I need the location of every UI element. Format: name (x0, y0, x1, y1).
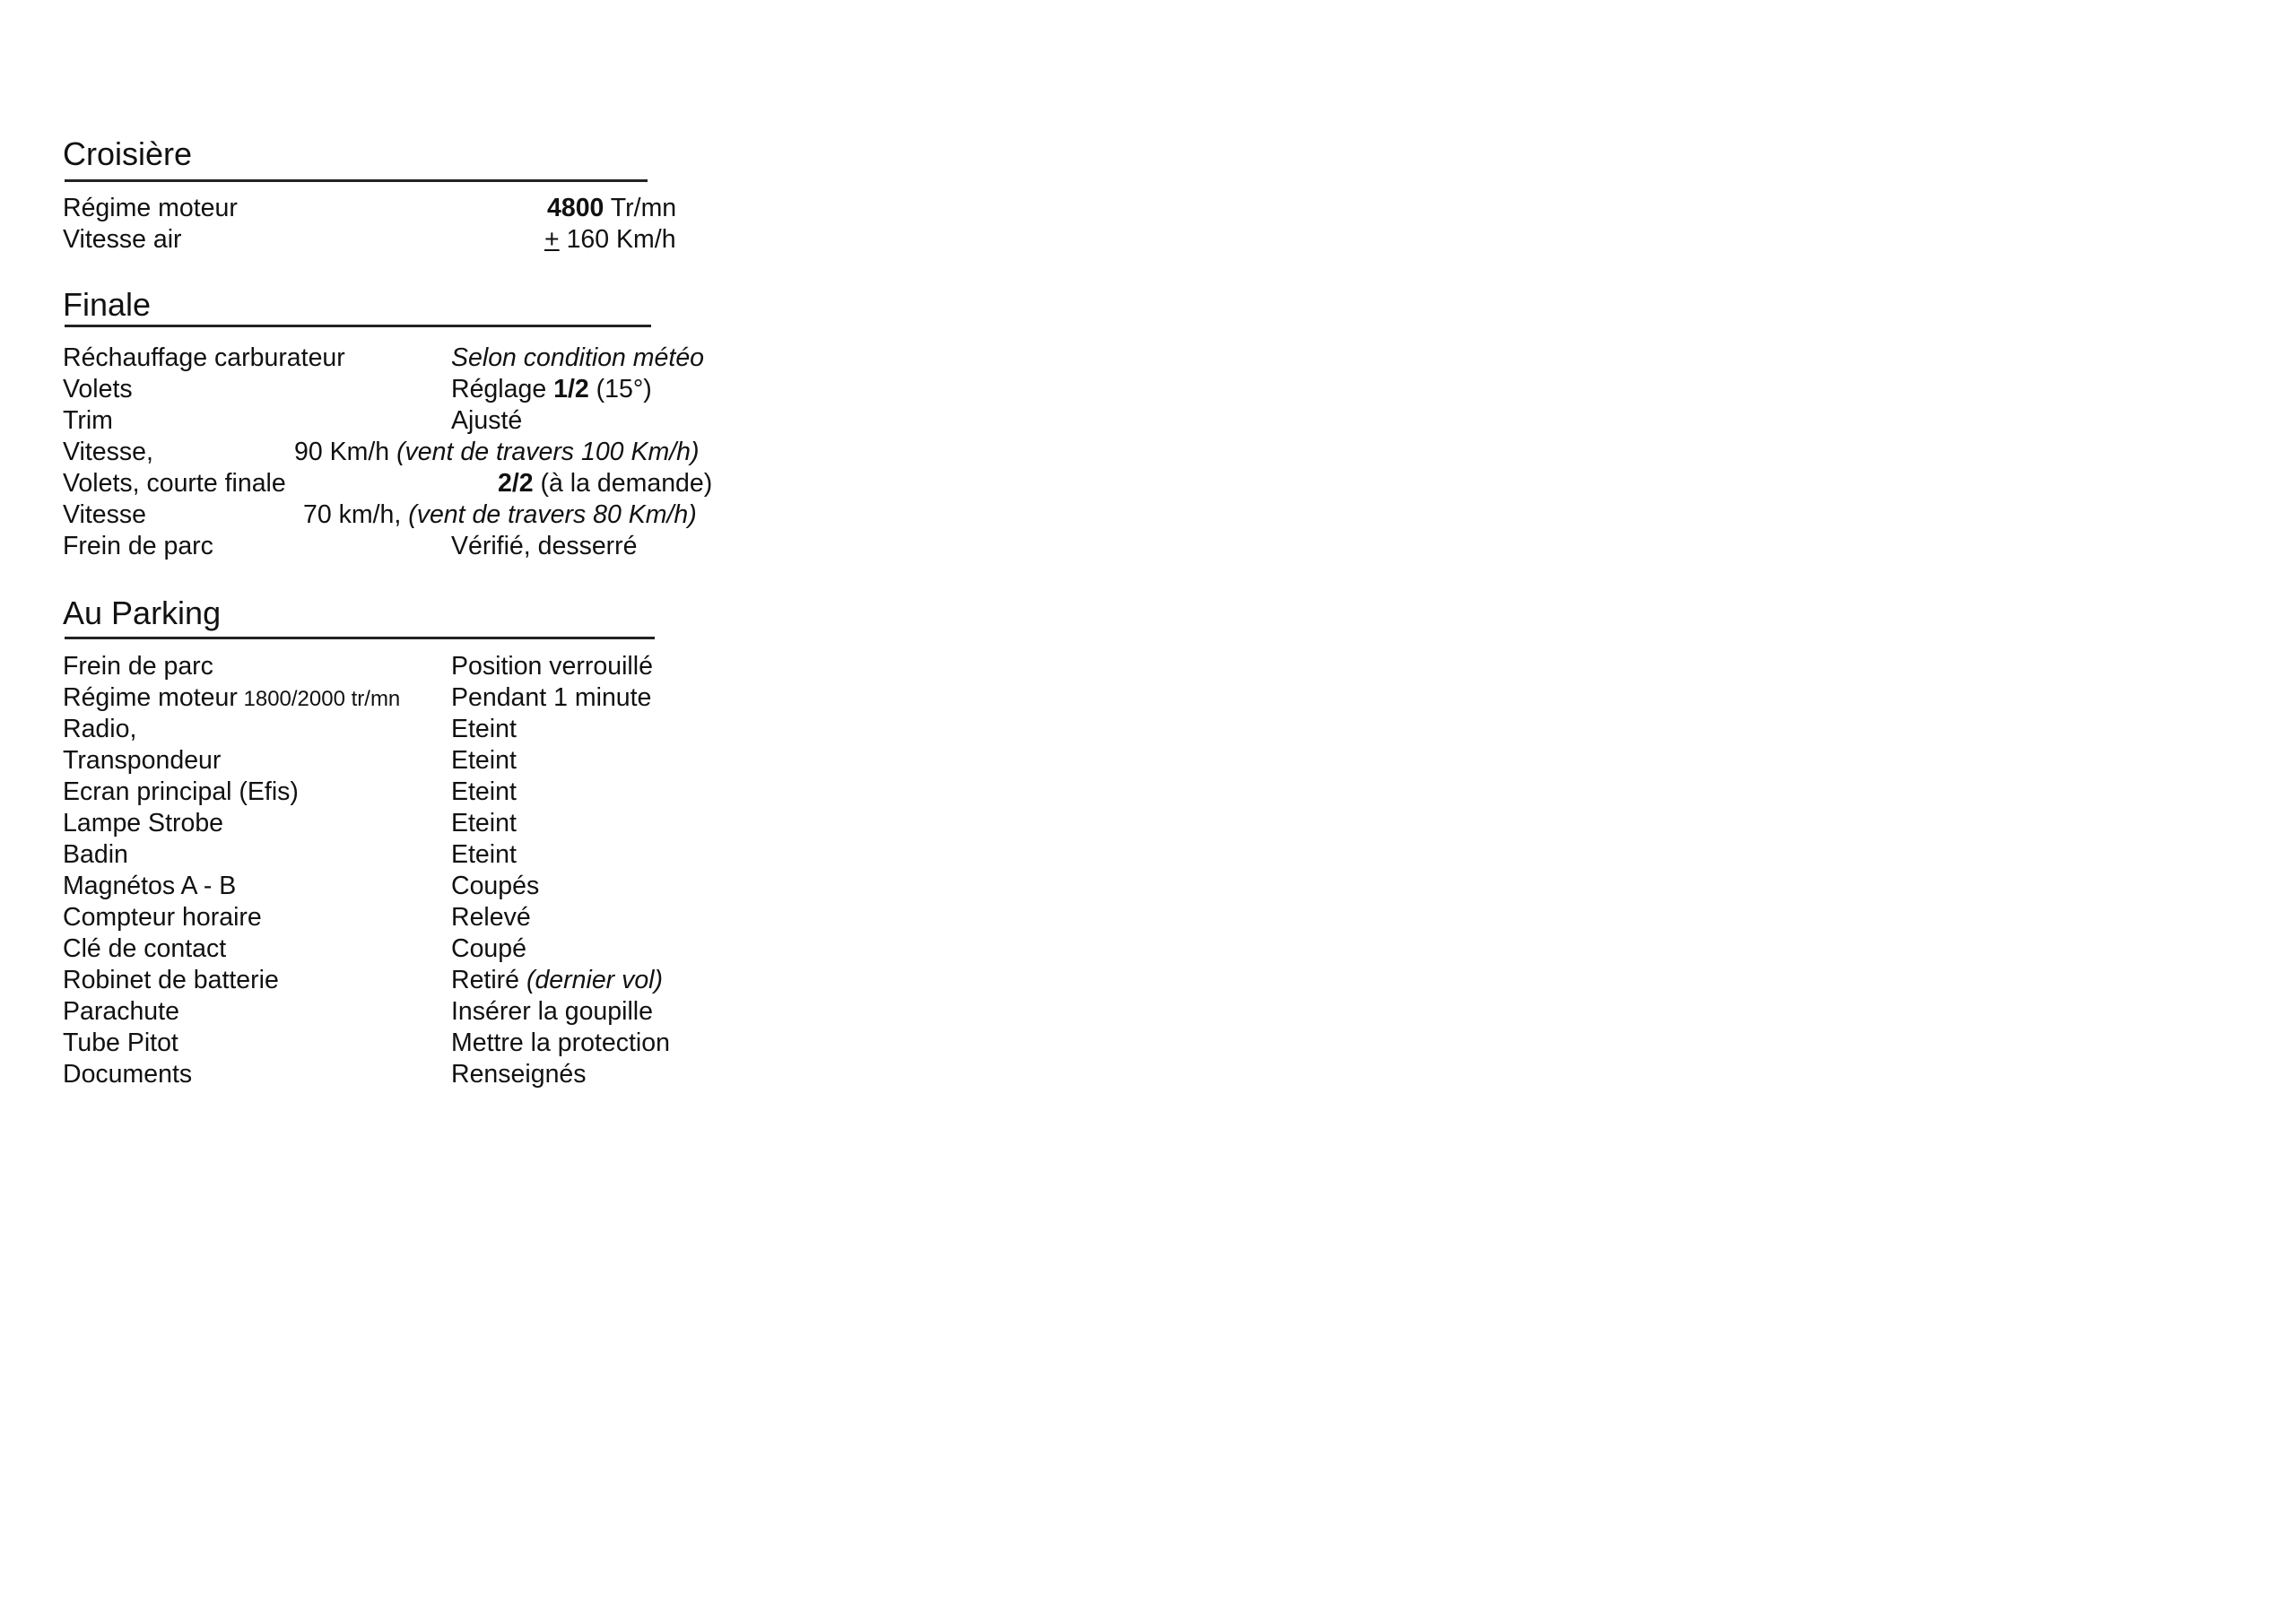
checklist-row (63, 965, 744, 996)
row-label: Vitesse (63, 500, 146, 529)
row-value: Position verrouillé (451, 652, 653, 681)
checklist-row (63, 224, 744, 256)
section-divider (65, 637, 655, 639)
row-value (294, 437, 699, 468)
checklist-row (63, 374, 744, 405)
checklist-row (63, 996, 744, 1028)
row-value (498, 468, 712, 499)
value-bold: 2/2 (498, 469, 534, 498)
row-value: Selon condition météo (451, 343, 705, 372)
value-italic: (vent de travers 100 Km/h) (396, 438, 700, 466)
row-label: Frein de parc (63, 532, 213, 560)
checklist-row (63, 777, 744, 808)
value-text: Tr/mn (604, 194, 677, 222)
row-label: Tube Pitot (63, 1028, 178, 1057)
row-value: Mettre la protection (451, 1028, 670, 1057)
row-label: Magnétos A - B (63, 872, 237, 900)
row-value: Eteint (451, 715, 517, 743)
row-value: Ajusté (451, 406, 523, 435)
row-label: Volets, courte finale (63, 469, 286, 498)
row-value: Vérifié, desserré (451, 532, 638, 560)
row-label: Clé de contact (63, 934, 227, 963)
row-value (547, 193, 676, 224)
row-label: Parachute (63, 997, 179, 1026)
section-title-finale: Finale (63, 286, 152, 323)
row-label: Vitesse, (63, 438, 153, 466)
checklist-row (63, 839, 744, 871)
row-label: Radio, (63, 715, 137, 743)
row-value (451, 374, 652, 405)
checklist-row (63, 651, 744, 682)
row-value: Eteint (451, 809, 517, 838)
value-bold: 4800 (547, 194, 604, 222)
checklist-row (63, 193, 744, 224)
row-label (63, 682, 400, 715)
value-text: 70 km/h, (303, 500, 409, 529)
row-value: Coupés (451, 872, 540, 900)
row-value: Relevé (451, 903, 531, 932)
row-label: Régime moteur (63, 194, 238, 222)
row-label: Documents (63, 1060, 193, 1089)
row-value (544, 224, 676, 256)
row-label: Transpondeur (63, 746, 222, 775)
value-text: 90 Km/h (294, 438, 397, 466)
section-divider (65, 325, 651, 327)
checklist-row (63, 405, 744, 437)
section-divider (65, 179, 648, 182)
row-value (451, 965, 663, 996)
checklist-row (63, 902, 744, 933)
section-title-croisiere: Croisière (63, 135, 193, 172)
plus-minus-symbol: + (544, 225, 560, 254)
row-value: Eteint (451, 777, 517, 806)
checklist-row (63, 1059, 744, 1090)
row-label: Lampe Strobe (63, 809, 224, 838)
row-value: Insérer la goupille (451, 997, 653, 1026)
value-bold: 1/2 (553, 375, 589, 404)
value-italic: (dernier vol) (526, 966, 663, 994)
checklist-row (63, 808, 744, 839)
checklist-row (63, 714, 744, 745)
checklist-row (63, 682, 744, 714)
row-label: Compteur horaire (63, 903, 262, 932)
row-label: Réchauffage carburateur (63, 343, 345, 372)
value-text: Retiré (451, 966, 526, 994)
row-value: Eteint (451, 840, 517, 869)
value-italic: (vent de travers 80 Km/h) (408, 500, 697, 529)
section-title-au-parking: Au Parking (63, 595, 222, 631)
value-text: (à la demande) (533, 469, 713, 498)
row-label: Trim (63, 406, 113, 435)
checklist-row (63, 1028, 744, 1059)
row-value (303, 499, 697, 531)
checklist-row (63, 499, 744, 531)
row-label: Ecran principal (Efis) (63, 777, 299, 806)
checklist-row (63, 531, 744, 562)
row-value: Pendant 1 minute (451, 683, 652, 712)
label-text: Régime moteur (63, 683, 238, 712)
checklist-row (63, 437, 744, 468)
checklist-row (63, 468, 744, 499)
value-text: Réglage (451, 375, 554, 404)
row-value: Renseignés (451, 1060, 587, 1089)
checklist-row (63, 933, 744, 965)
checklist-row (63, 871, 744, 902)
row-value: Eteint (451, 746, 517, 775)
row-value: Coupé (451, 934, 526, 963)
value-text: (15°) (588, 375, 652, 404)
row-label: Badin (63, 840, 128, 869)
row-label: Frein de parc (63, 652, 213, 681)
row-label: Volets (63, 375, 133, 404)
value-text: 160 Km/h (559, 225, 676, 254)
checklist-row (63, 343, 744, 374)
checklist-row (63, 745, 744, 777)
row-label: Robinet de batterie (63, 966, 279, 994)
row-label: Vitesse air (63, 225, 182, 254)
label-rpm-range: 1800/2000 tr/mn (237, 687, 401, 711)
